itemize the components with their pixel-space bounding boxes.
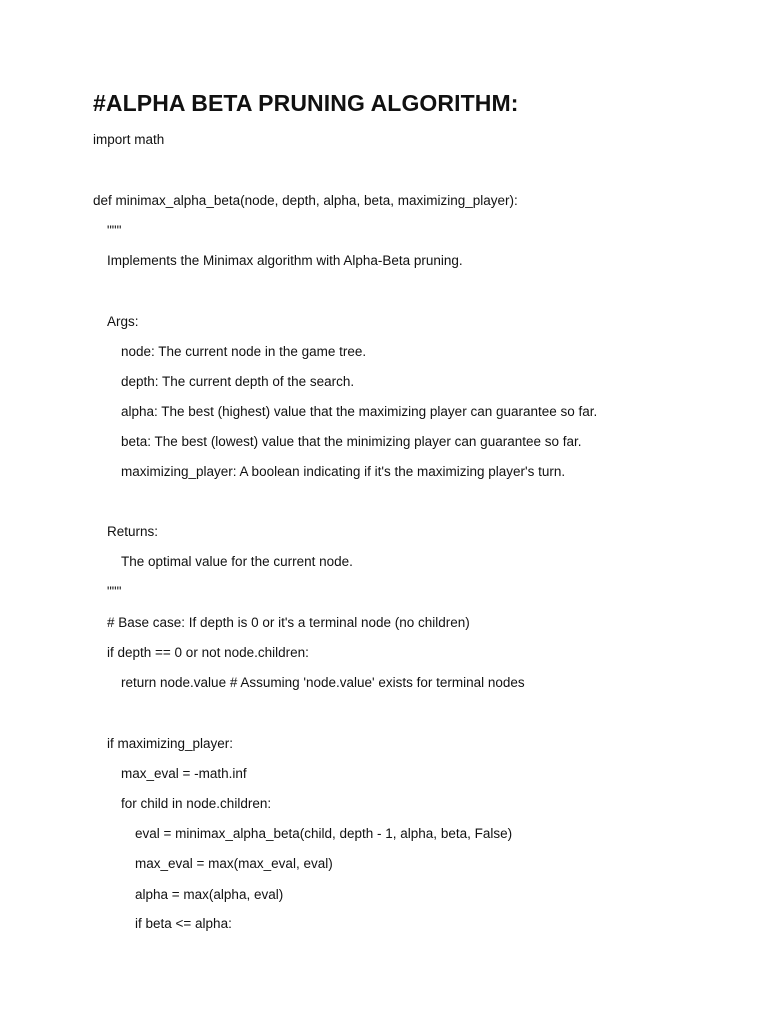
code-line: alpha: The best (highest) value that the maximizing player can guarantee so far. <box>121 404 598 419</box>
code-line: import math <box>93 132 165 147</box>
code-line: Args: <box>107 314 139 329</box>
code-line: node: The current node in the game tree. <box>121 344 367 359</box>
code-line: maximizing_player: A boolean indicating if it's the maximizing player's turn. <box>121 464 566 479</box>
code-line: """ <box>107 584 122 599</box>
code-line: eval = minimax_alpha_beta(child, depth - 1, alpha, beta, False) <box>135 826 513 841</box>
code-line: The optimal value for the current node. <box>121 554 353 569</box>
code-line: Implements the Minimax algorithm with Alpha-Beta pruning. <box>107 253 463 268</box>
code-line: if beta <= alpha: <box>135 916 232 931</box>
code-line: # Base case: If depth is 0 or it's a terminal node (no children) <box>107 615 470 630</box>
code-line: for child in node.children: <box>121 796 272 811</box>
code-line: alpha = max(alpha, eval) <box>135 887 284 902</box>
code-line: if depth == 0 or not node.children: <box>107 645 309 660</box>
code-line: depth: The current depth of the search. <box>121 374 355 389</box>
code-line: if maximizing_player: <box>107 736 234 751</box>
code-line: """ <box>107 223 122 238</box>
code-line: Returns: <box>107 524 159 539</box>
document-title: #ALPHA BETA PRUNING ALGORITHM: <box>93 90 519 116</box>
code-line: def minimax_alpha_beta(node, depth, alpha, beta, maximizing_player): <box>93 193 518 208</box>
code-line: beta: The best (lowest) value that the minimizing player can guarantee so far. <box>121 434 582 449</box>
code-line: max_eval = -math.inf <box>121 766 247 781</box>
code-line: max_eval = max(max_eval, eval) <box>135 856 333 871</box>
code-line: return node.value # Assuming 'node.value' exists for terminal nodes <box>121 675 525 690</box>
